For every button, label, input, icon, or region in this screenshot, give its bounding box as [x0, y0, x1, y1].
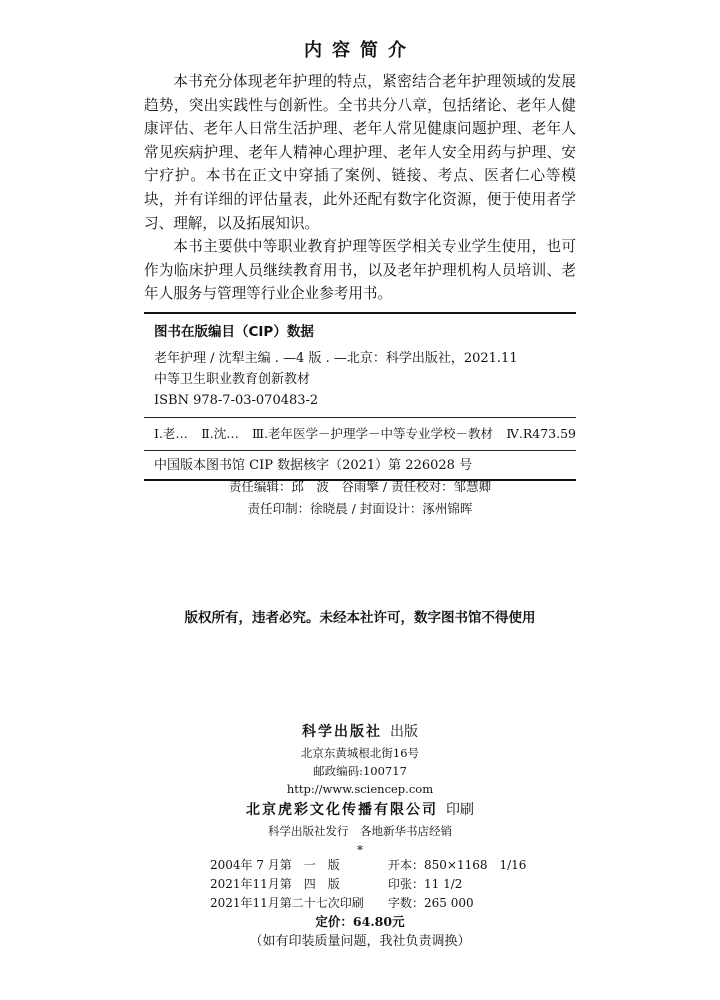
cip-rule-2: [144, 450, 576, 451]
summary-paragraph-2: 本书主要供中等职业教育护理等医学相关专业学生使用，也可作为临床护理人员继续教育用书，以及老年护理机构人员培训、老年人服务与管理等行业企业参考用书。: [144, 238, 576, 303]
credits-line-1: 责任编辑：邱 波 谷雨擎 / 责任校对：邹慧卿: [228, 479, 492, 494]
cip-rule-1: [144, 417, 576, 418]
cip-class-4: Ⅳ.R473.59: [506, 426, 576, 441]
cip-block: [144, 312, 576, 481]
cip-line-series: 中等卫生职业教育创新教材: [154, 372, 311, 387]
spec-row: [210, 894, 530, 913]
spec-detail: 字数：265 000: [388, 896, 474, 910]
publisher-suffix: 出版: [390, 724, 418, 740]
publisher-address: 北京东黄城根北街16号: [300, 746, 420, 760]
copyright-notice: 版权所有，违者必究。未经本社许可，数字图书馆不得使用: [184, 610, 536, 626]
quality-notice: （如有印装质量问题，我社负责调换）: [249, 934, 471, 949]
publisher-postcode: 邮政编码:100717: [313, 764, 407, 778]
cip-verification: 中国版本图书馆 CIP 数据核字（2021）第 226028 号: [154, 458, 473, 473]
publisher-block: [0, 720, 720, 856]
spec-detail: 印张：11 1/2: [388, 877, 463, 891]
credits-line-2: 责任印制：徐晓晨 / 封面设计：涿州锦晖: [247, 501, 473, 516]
summary-paragraph-1: 本书充分体现老年护理的特点，紧密结合老年护理领域的发展趋势，突出实践性与创新性。全书共分八章，包括绪论、老年人健康评估、老年人日常生活护理、老年人常见健康问题护理、老年人常见疾病护理、老年人精神心理护理、老年人安全用药与护理、安宁疗护。本书在正文中穿插了案例、链接、考点、医者仁心等模块，并有详细的评估量表，此外还配有数字化资源，便于使用者学习、理解，以及拓展知识。: [144, 73, 576, 232]
spec-edition: 2004年 7 月第 一 版: [210, 858, 340, 872]
price: 定价：64.80元: [315, 914, 405, 929]
spec-detail: 开本：850×1168 1/16: [388, 858, 527, 872]
spec-row: [210, 856, 530, 875]
printer-name: 北京虎彩文化传播有限公司: [246, 802, 438, 818]
distribution-line: 科学出版社发行 各地新华书店经销: [268, 824, 452, 838]
credits: [0, 476, 720, 520]
summary-body: [144, 70, 576, 306]
print-specs: [210, 856, 530, 913]
separator-star: *: [357, 843, 363, 857]
spec-edition: 2021年11月第 四 版: [210, 877, 340, 891]
publisher-line: [0, 720, 720, 744]
printer-suffix: 印刷: [446, 802, 474, 818]
cip-class-1: Ⅰ.老…: [154, 426, 188, 441]
cip-top-rule: [144, 312, 576, 314]
spec-edition: 2021年11月第二十七次印刷: [210, 896, 364, 910]
cip-class-3: Ⅲ.老年医学－护理学－中等专业学校－教材: [252, 426, 494, 441]
publisher-name: 科学出版社: [302, 724, 382, 740]
printer-line: [0, 798, 720, 822]
summary-title: 内容简介: [304, 40, 416, 61]
cip-line-title: 老年护理 / 沈犁主编 . —4 版 . —北京：科学出版社，2021.11: [154, 351, 518, 366]
cip-heading: 图书在版编目（CIP）数据: [154, 324, 314, 340]
cip-classification: [154, 424, 576, 444]
publisher-url: http://www.sciencep.com: [286, 782, 434, 796]
cip-line-isbn: ISBN 978-7-03-070483-2: [154, 393, 319, 408]
cip-class-2: Ⅱ.沈…: [201, 426, 239, 441]
spec-row: [210, 875, 530, 894]
